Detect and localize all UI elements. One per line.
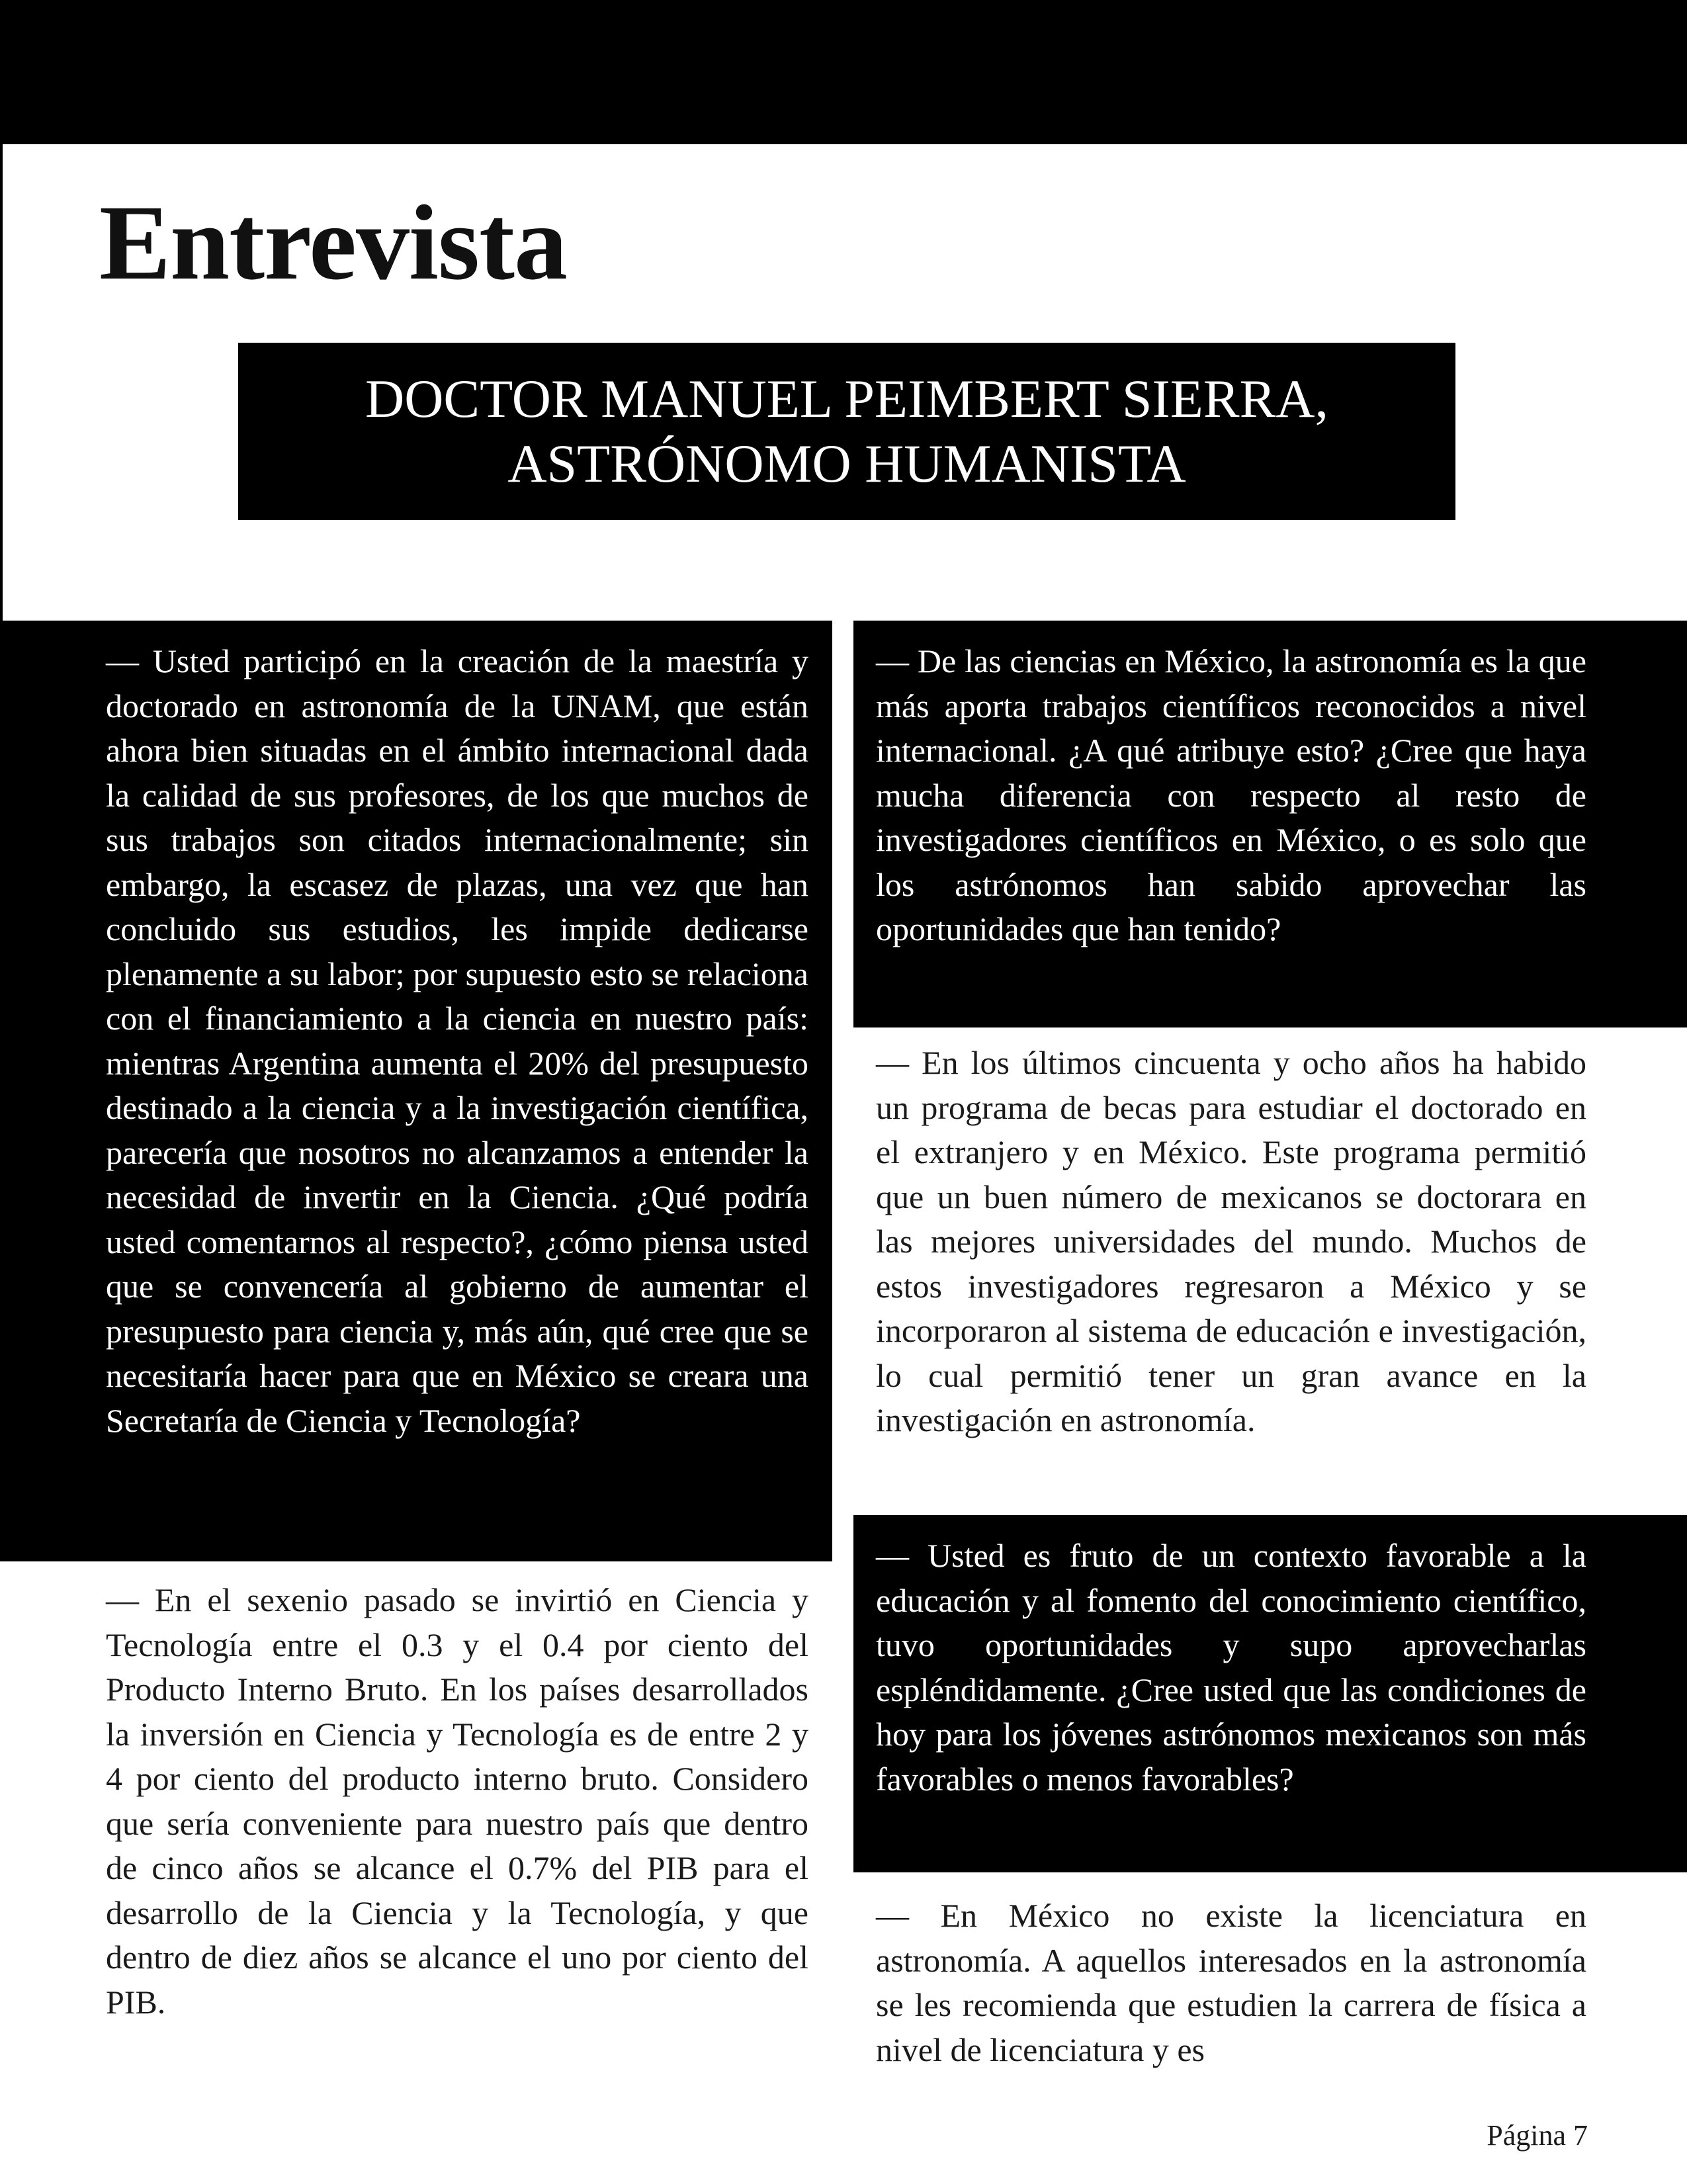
- question-block-2: [853, 621, 1687, 1027]
- answer-text-2: — En los últimos cincuenta y ocho años ha habido un programa de becas para estudiar el doctorado en el extranjero y en México. Este programa permitió que un buen número de mexicanos se doctorara en las mejores universidades del mundo. Muchos de estos investigadores regresaron a México y se incorporaron al sistema de educación e investigación, lo cual permitió tener un gran avance en la investigación en astronomía.: [876, 1044, 1586, 1438]
- answer-text-1: — En el sexenio pasado se invirtió en Ciencia y Tecnología entre el 0.3 y el 0.4 por ciento del Producto Interno Bruto. En los países desarrollados la inversión en Ciencia y Tecnología es de entre 2 y 4 por ciento del producto interno bruto. Considero que sería conveniente para nuestro país que dentro de cinco años se alcance el 0.7% del PIB para el desarrollo de la Ciencia y la Tecnología, y que dentro de diez años se alcance el uno por ciento del PIB.: [106, 1581, 808, 2021]
- page-number: Página 7: [1487, 2119, 1588, 2152]
- section-title: Entrevista: [99, 184, 567, 302]
- answer-text-3: — En México no existe la licenciatura en astronomía. A aquellos interesados en la astronomía se les recomienda que estudien la carrera de física a nivel de licenciatura y es: [876, 1897, 1586, 2068]
- left-edge-rule: [0, 144, 3, 622]
- question-block-1: [0, 621, 832, 1561]
- headline-box: [238, 343, 1455, 520]
- question-text-1: — Usted participó en la creación de la maestría y doctorado en astronomía de la UNAM, que están ahora bien situadas en el ámbito internacional dada la calidad de sus profesores, de los que muchos de sus trabajos son citados internacionalmente; sin embargo, la escasez de plazas, una vez que han concluido sus estudios, les impide dedicarse plenamente a su labor; por supuesto esto se relaciona con el financiamiento a la ciencia en nuestro país: mientras Argentina aumenta el 20% del presupuesto destinado a la ciencia y a la investigación científica, parecería que nosotros no alcanzamos a entender la necesidad de invertir en la Ciencia. ¿Qué podría usted comentarnos al respecto?, ¿cómo piensa usted que se convencería al gobierno de aumentar el presupuesto para ciencia y, más aún, qué cree que se necesitaría hacer para que en México se creara una Secretaría de Ciencia y Tecnología?: [106, 642, 808, 1439]
- headline-line-1: DOCTOR MANUEL PEIMBERT SIERRA,: [365, 369, 1329, 429]
- headline-line-2: ASTRÓNOMO HUMANISTA: [507, 433, 1186, 494]
- top-black-bar: [0, 0, 1687, 144]
- question-text-3: — Usted es fruto de un contexto favorable a la educación y al fomento del conocimiento científico, tuvo oportunidades y supo aprovecharlas espléndidamente. ¿Cree usted que las condiciones de hoy para los jóvenes astrónomos mexicanos son más favorables o menos favorables?: [876, 1537, 1586, 1798]
- question-block-3: [853, 1515, 1687, 1872]
- question-text-2: — De las ciencias en México, la astronomía es la que más aporta trabajos científicos reconocidos a nivel internacional. ¿A qué atribuye esto? ¿Cree que haya mucha diferencia con respecto al resto de investigadores científicos en México, o es solo que los astrónomos han sabido aprovechar las oportunidades que han tenido?: [876, 642, 1586, 947]
